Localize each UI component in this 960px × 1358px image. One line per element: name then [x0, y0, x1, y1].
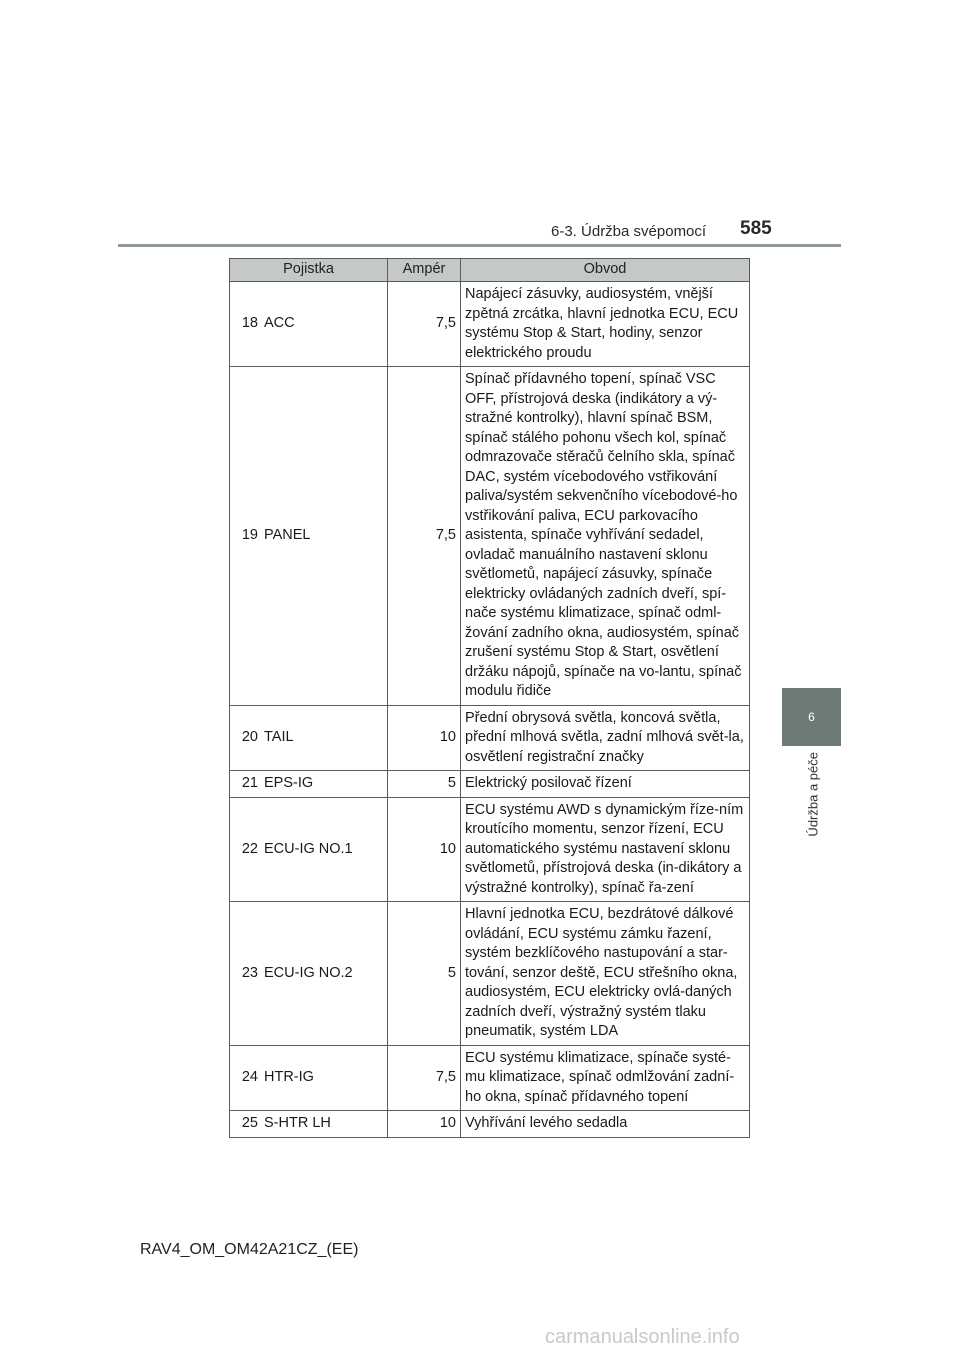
column-header-circuit: Obvod	[461, 259, 750, 282]
table-header-row	[230, 259, 750, 282]
ampere-cell: 10	[388, 1111, 461, 1138]
fuse-name-cell: ACC	[261, 282, 388, 367]
fuse-name-cell: ECU-IG NO.2	[261, 902, 388, 1046]
circuit-cell: Přední obrysová světla, koncová světla, přední mlhová světla, zadní mlhová svět-la, osvětlení registrační značky	[461, 705, 750, 771]
ampere-cell: 7,5	[388, 282, 461, 367]
table-row	[230, 705, 750, 771]
fuse-name-cell: S-HTR LH	[261, 1111, 388, 1138]
document-code: RAV4_OM_OM42A21CZ_(EE)	[140, 1241, 359, 1258]
ampere-cell: 7,5	[388, 367, 461, 706]
watermark: carmanualsonline.info	[545, 1326, 740, 1348]
ampere-cell: 5	[388, 902, 461, 1046]
chapter-tab: 6	[782, 688, 841, 746]
section-title: 6-3. Údržba svépomocí	[551, 223, 707, 240]
circuit-cell: Vyhřívání levého sedadla	[461, 1111, 750, 1138]
fuse-name-cell: EPS-IG	[261, 771, 388, 798]
header-rule	[118, 244, 841, 247]
circuit-cell: ECU systému AWD s dynamickým říze-ním kroutícího momentu, senzor řízení, ECU automatického systému nastavení sklonu světlometů, přístrojová deska (in-dikátory a výstražné kontrolky), spínač řa-zení	[461, 797, 750, 902]
fuse-number-cell: 25	[230, 1111, 262, 1138]
ampere-cell: 10	[388, 705, 461, 771]
column-header-fuse: Pojistka	[230, 259, 388, 282]
circuit-cell: ECU systému klimatizace, spínače systé-mu klimatizace, spínač odmlžování zadní-ho okna, spínač přídavného topení	[461, 1045, 750, 1111]
fuse-name-cell: TAIL	[261, 705, 388, 771]
fuse-number-cell: 24	[230, 1045, 262, 1111]
fuse-number-cell: 21	[230, 771, 262, 798]
chapter-side-label	[783, 752, 843, 862]
table-row	[230, 771, 750, 798]
circuit-cell: Hlavní jednotka ECU, bezdrátové dálkové ovládání, ECU systému zámku řazení, systém bezklíčového nastupování a star-tování, senzor deště, ECU střešního okna, audiosystém, ECU elektricky ovlá-daných zadních dveří, výstražný systém tlaku pneumatik, systém LDA	[461, 902, 750, 1046]
table-row	[230, 797, 750, 902]
circuit-cell: Napájecí zásuvky, audiosystém, vnější zpětná zrcátka, hlavní jednotka ECU, ECU systému Stop & Start, hodiny, senzor elektrického proudu	[461, 282, 750, 367]
table-body	[230, 282, 750, 1138]
ampere-cell: 10	[388, 797, 461, 902]
page-header	[0, 0, 960, 260]
circuit-cell: Spínač přídavného topení, spínač VSC OFF, přístrojová deska (indikátory a vý-stražné kontrolky), hlavní spínač BSM, spínač stálého pohonu všech kol, spínač odmrazovače stěračů čelního skla, spínač DAC, systém vícebodového vstřikování paliva/systém sekvenčního vícebodové-ho vstřikování paliva, ECU parkovacího asistenta, spínače vyhřívání sedadel, ovladač manuálního nastavení sklonu světlometů, napájecí zásuvky, spínače elektricky ovládaných zadních dveří, spí-nače systému klimatizace, spínač odml-žování zadního okna, audiosystém, spínač zrušení systému Stop & Start, osvětlení držáku nápojů, spínače na vo-lantu, spínač modulu řidiče	[461, 367, 750, 706]
fuse-name-cell: PANEL	[261, 367, 388, 706]
fuse-number-cell: 18	[230, 282, 262, 367]
fuse-number-cell: 20	[230, 705, 262, 771]
ampere-cell: 5	[388, 771, 461, 798]
fuse-name-cell: HTR-IG	[261, 1045, 388, 1111]
table-row	[230, 902, 750, 1046]
fuse-number-cell: 19	[230, 367, 262, 706]
circuit-cell: Elektrický posilovač řízení	[461, 771, 750, 798]
table-row	[230, 367, 750, 706]
column-header-ampere: Ampér	[388, 259, 461, 282]
fuse-number-cell: 22	[230, 797, 262, 902]
table-row	[230, 282, 750, 367]
ampere-cell: 7,5	[388, 1045, 461, 1111]
table-row	[230, 1045, 750, 1111]
fuse-number-cell: 23	[230, 902, 262, 1046]
table-row	[230, 1111, 750, 1138]
chapter-title: Údržba a péče	[805, 752, 821, 837]
page-number: 585	[740, 218, 772, 239]
fuse-table	[229, 258, 750, 1138]
fuse-name-cell: ECU-IG NO.1	[261, 797, 388, 902]
